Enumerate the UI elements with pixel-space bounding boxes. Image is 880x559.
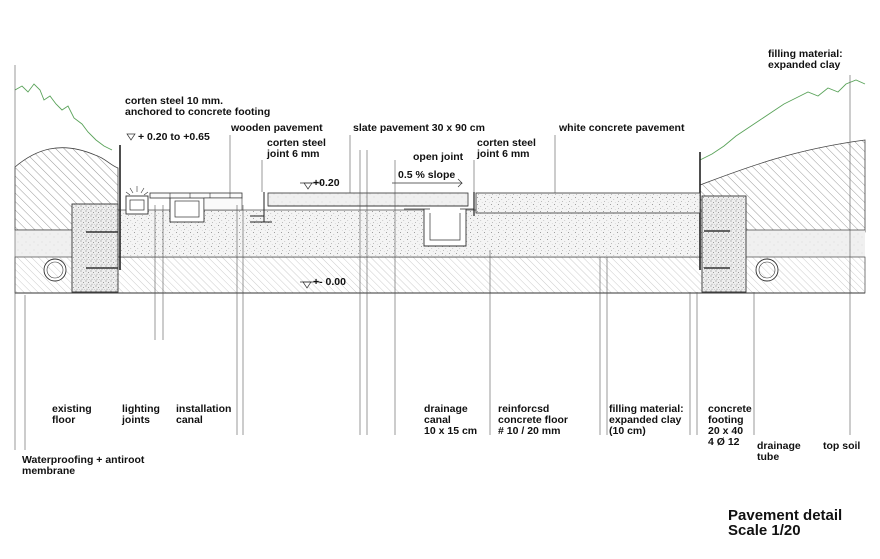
footing-left (72, 204, 118, 292)
label-level-range: + 0.20 to +0.65 (138, 131, 210, 143)
label-corten-steel-10: corten steel 10 mm. anchored to concrete footing (125, 95, 271, 118)
screed-layer (118, 210, 702, 257)
label-concrete-footing: concrete footing 20 x 40 4 Ø 12 (708, 403, 752, 448)
label-wooden-pavement: wooden pavement (231, 122, 323, 134)
label-slate-pavement: slate pavement 30 x 90 cm (353, 122, 485, 134)
vegetation-left (15, 84, 112, 150)
level-marker-range (127, 134, 135, 140)
label-installation-canal: installation canal (176, 403, 232, 426)
label-level-plus020: +0.20 (313, 177, 340, 189)
label-reinforced-floor: reinforcsd concrete floor # 10 / 20 mm (498, 403, 569, 437)
label-drainage-canal: drainage canal 10 x 15 cm (424, 403, 478, 437)
label-slope: 0.5 % slope (398, 169, 456, 181)
wooden-pavement (150, 193, 242, 198)
lighting-box (126, 196, 148, 214)
slate-pavement (268, 193, 468, 206)
label-level-zero: +- 0.00 (313, 276, 346, 288)
label-open-joint: open joint (413, 151, 464, 163)
label-waterproofing: Waterproofing + antiroot membrane (22, 454, 145, 477)
label-corten-joint-right: corten steel joint 6 mm (477, 137, 536, 160)
label-top-soil: top soil (823, 440, 861, 452)
label-corten-joint-left: corten steel joint 6 mm (267, 137, 326, 160)
white-concrete-pavement (476, 193, 700, 213)
label-white-concrete: white concrete pavement (559, 122, 685, 134)
label-filling-bottom: filling material: expanded clay (10 cm) (609, 403, 684, 437)
label-existing-floor: existing floor (52, 403, 92, 426)
drawing-title: Pavement detail Scale 1/20 (728, 507, 843, 539)
label-drainage-tube: drainage tube (757, 440, 801, 463)
label-lighting-joints: lighting joints (122, 403, 160, 426)
footing-right (702, 196, 746, 292)
label-filling-top: filling material: expanded clay (768, 48, 843, 71)
